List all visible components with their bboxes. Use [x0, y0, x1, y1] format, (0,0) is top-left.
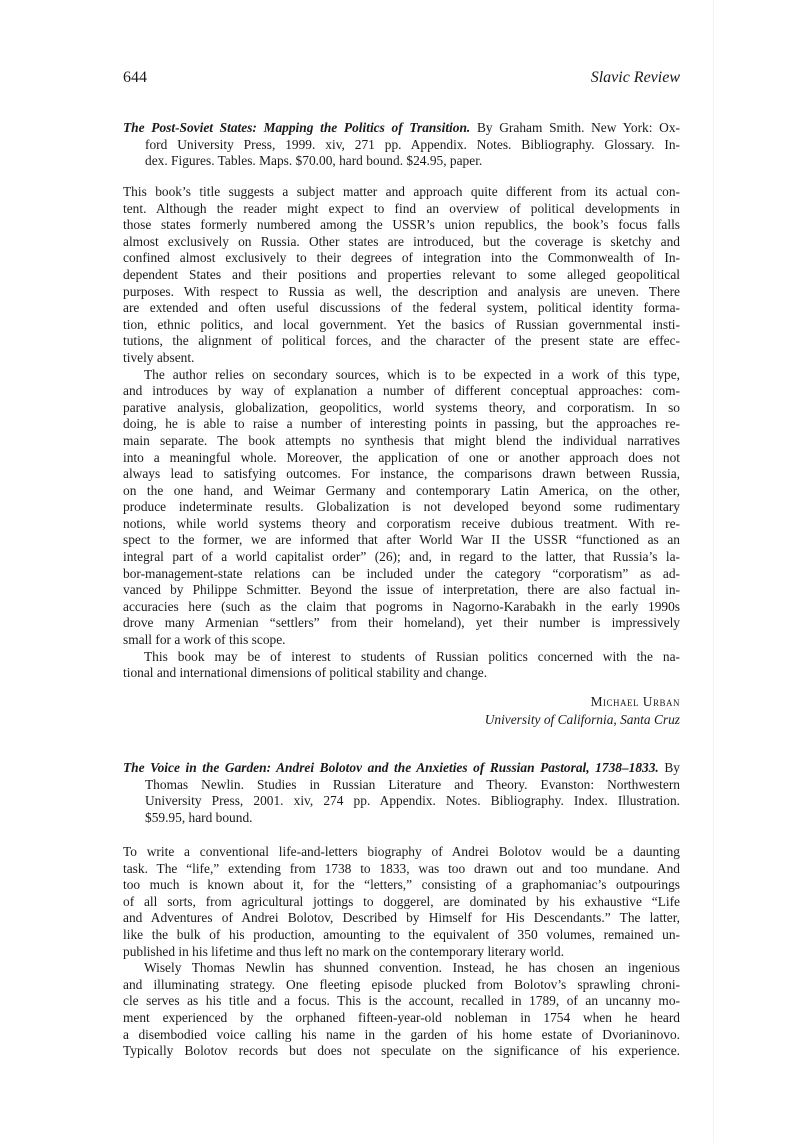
- review1-citation: [123, 120, 680, 170]
- text-line: tutions, the alignment of political forces, and the character of the present state are effec-: [123, 333, 680, 349]
- text-line: Wisely Thomas Newlin has shunned convention. Instead, he has chosen an ingenious: [144, 960, 680, 976]
- running-head-journal: Slavic Review: [590, 69, 680, 86]
- text-line: like the bulk of his production, amounting to the equivalent of 350 volumes, remained un-: [123, 926, 680, 942]
- review2-body: [123, 844, 680, 1060]
- text-line: always lead to satisfying outcomes. For instance, the comparisons drawn between Russia,: [123, 466, 680, 482]
- text-line: bor-management-state relations can be included under the category “corporatism” as ad-: [123, 565, 680, 581]
- text-line: notions, while world systems theory and corporatism receive dubious treatment. With re-: [123, 515, 680, 531]
- citation-text: By Graham Smith. New York: Ox-: [470, 120, 680, 135]
- citation-line: [123, 137, 680, 154]
- text-line: dependent States and their positions and properties relevant to some alleged geopolitical: [123, 266, 680, 282]
- text-line: tional and international dimensions of political stability and change.: [123, 665, 488, 681]
- page-edge: [713, 0, 714, 1143]
- review2-citation: [123, 760, 680, 826]
- book-title: The Post-Soviet States: Mapping the Politics of Transition.: [123, 120, 471, 135]
- page-number: 644: [123, 69, 147, 86]
- reviewer-name: Michael Urban: [590, 694, 680, 709]
- text-line: cle serves as his title and a focus. This is the account, recalled in 1789, of an uncanny mo-: [123, 993, 680, 1009]
- paragraph: [123, 960, 680, 1060]
- paragraph: [123, 184, 680, 367]
- paragraph: [123, 367, 680, 649]
- text-line: Typically Bolotov records but does not speculate on the significance of his experience.: [123, 1043, 680, 1059]
- text-line: of all sorts, from agricultural jottings to doggerel, are dominated by his exhaustive “Life: [123, 893, 680, 909]
- citation-line: [123, 120, 680, 137]
- text-line: on the one hand, and Weimar Germany and contemporary Latin America, on the other,: [123, 482, 680, 498]
- text-line: accuracies here (such as the claim that pogroms in Nagorno-Karabakh in the early 1990s: [123, 598, 680, 614]
- paragraph: [123, 649, 680, 682]
- text-line: a disembodied voice calling his name in the garden of his home estate of Dvorianinovo.: [123, 1026, 680, 1042]
- text-line: This book may be of interest to students of Russian politics concerned with the na-: [144, 648, 680, 664]
- paragraph: [123, 844, 680, 960]
- reviewer-affiliation: University of California, Santa Cruz: [484, 712, 680, 727]
- citation-text: ford University Press, 1999. xiv, 271 pp. Appendix. Notes. Bibliography. Glossary. In-: [145, 136, 680, 152]
- text-line: almost exclusively on Russia. Other states are introduced, but the coverage is sketchy and: [123, 233, 680, 249]
- citation-text: $59.95, hard bound.: [145, 809, 253, 825]
- citation-line: [123, 793, 680, 810]
- text-line: ment experienced by the orphaned fifteen-year-old nobleman in 1754 when he heard: [123, 1009, 680, 1025]
- text-line: and illuminating strategy. One fleeting episode plucked from Bolotov’s sprawling chroni-: [123, 976, 680, 992]
- text-line: main separate. The book attempts no synthesis that might blend the individual narratives: [123, 432, 680, 448]
- text-line: doing, he is able to raise a number of interesting points in passing, but the approaches re-: [123, 416, 680, 432]
- citation-line: [123, 153, 680, 170]
- text-line: are extended and often useful discussions of the federal system, political identity forma-: [123, 300, 680, 316]
- citation-line: [123, 777, 680, 794]
- text-line: To write a conventional life-and-letters biography of Andrei Bolotov would be a daunting: [123, 844, 680, 859]
- citation-line: [123, 810, 680, 827]
- text-line: published in his lifetime and thus left no mark on the contemporary literary world.: [123, 943, 565, 959]
- text-line: those states formerly numbered among the USSR’s union republics, the book’s focus falls: [123, 217, 680, 233]
- text-line: vanced by Philippe Schmitter. Beyond the issue of interpretation, there are also factual in-: [123, 582, 680, 598]
- text-line: tively absent.: [123, 349, 195, 365]
- book-title: The Voice in the Garden: Andrei Bolotov and the Anxieties of Russian Pastoral, 1738–1833.: [123, 760, 659, 775]
- text-line: task. The “life,” extending from 1738 to 1833, was too drawn out and too mundane. And: [123, 860, 680, 876]
- text-line: tion, ethnic politics, and local government. Yet the basics of Russian governmental insti-: [123, 316, 680, 332]
- citation-text: dex. Figures. Tables. Maps. $70.00, hard bound. $24.95, paper.: [145, 153, 483, 169]
- text-line: drove many Armenian “settlers” from their homeland), yet their number is impressively: [123, 615, 680, 631]
- review1-body: [123, 184, 680, 682]
- text-line: tent. Although the reader might expect to find an overview of political developments in: [123, 200, 680, 216]
- text-line: and Adventures of Andrei Bolotov, Described by Himself for His Descendants.” The latter,: [123, 910, 680, 926]
- text-line: This book’s title suggests a subject matter and approach quite different from its actual con-: [123, 184, 680, 199]
- text-line: confined almost exclusively to their degrees of integration into the Commonwealth of In-: [123, 250, 680, 266]
- citation-line: [123, 760, 680, 777]
- text-line: integral part of a world capitalist order” (26); and, in regard to the latter, that Russia’s la-: [123, 549, 680, 565]
- text-line: too much is known about it, for the “letters,” consisting of a graphomaniac’s outpourings: [123, 877, 680, 893]
- text-line: and introduces by way of explanation a number of different conceptual approaches: com-: [123, 383, 680, 399]
- text-line: purposes. With respect to Russia as well, the description and analysis are uneven. There: [123, 283, 680, 299]
- text-line: small for a work of this scope.: [123, 632, 286, 648]
- text-line: produce indeterminate results. Globalization is not developed beyond some rudimentary: [123, 499, 680, 515]
- text-line: into a meaningful whole. Moreover, the application of one or another approach does not: [123, 449, 680, 465]
- text-line: parative analysis, globalization, geopolitics, world systems theory, and corporatism. In so: [123, 399, 680, 415]
- text-line: spect to the former, we are informed that after World War II the USSR “functioned as an: [123, 532, 680, 548]
- citation-text: By: [658, 760, 680, 775]
- citation-text: Thomas Newlin. Studies in Russian Literature and Theory. Evanston: Northwestern: [145, 776, 680, 792]
- text-line: The author relies on secondary sources, which is to be expected in a work of this type,: [144, 366, 680, 382]
- citation-text: University Press, 2001. xiv, 274 pp. Appendix. Notes. Bibliography. Index. Illustration.: [145, 793, 680, 809]
